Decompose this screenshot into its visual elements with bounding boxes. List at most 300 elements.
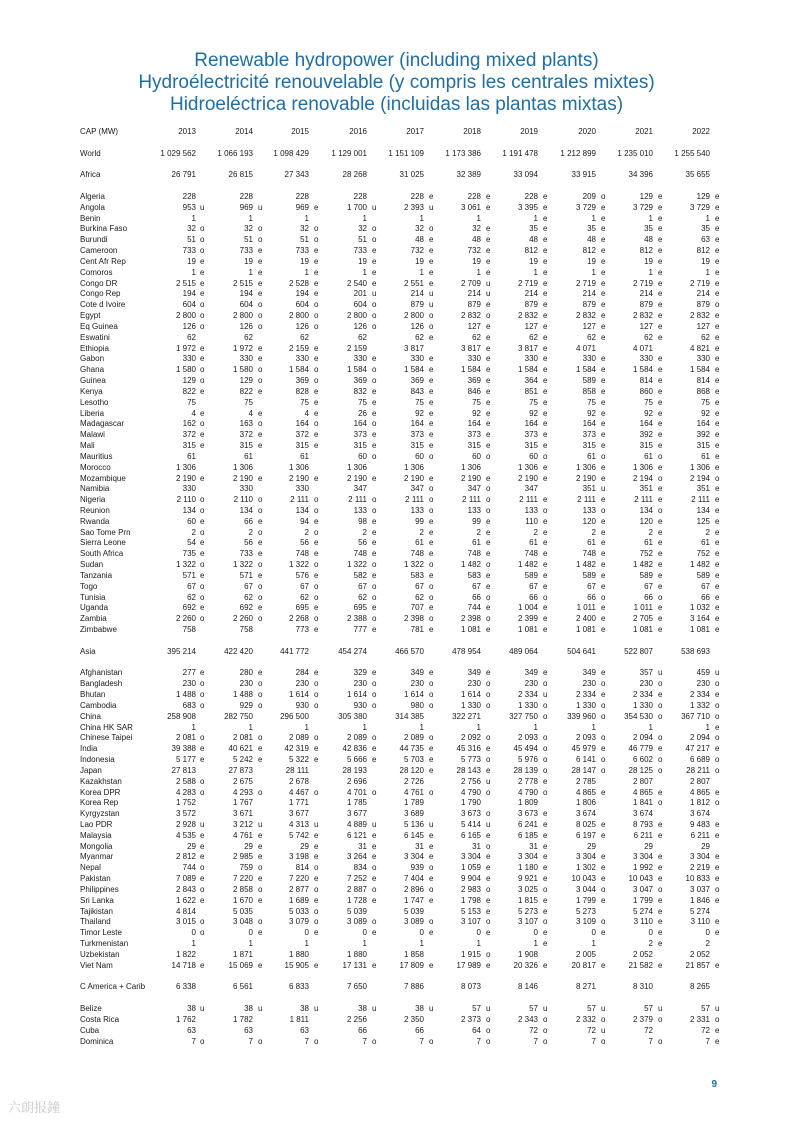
table-row [80,1036,720,1048]
cell-flag: o [601,765,606,775]
cell-value: 315 [295,441,309,451]
cell-value: 2 812 [175,852,196,862]
cell-flag: o [429,311,434,321]
cell-flag: e [372,960,377,970]
cell-flag: e [314,841,319,851]
cell-flag: o [658,1036,663,1046]
table-row [80,647,712,658]
cell-value: 1 212 899 [560,148,596,158]
cell-value: 1 306 [403,462,424,472]
cell-value: 57 [472,1004,481,1014]
cell-value: 32 [415,224,424,234]
cell-flag: o [543,1036,548,1046]
cell-value: 2 111 [348,495,367,505]
cell-value: 163 [239,419,253,429]
cell-flag: e [314,202,319,212]
cell-value: 44 735 [399,744,424,754]
cell-flag: u [429,300,434,310]
cell-value: 3 015 [175,917,196,927]
cell-flag: e [715,397,720,407]
cell-value: 1 173 386 [445,148,481,158]
cell-flag: o [372,863,377,873]
cell-flag: e [658,863,663,873]
cell-flag: o [314,419,319,429]
cell-flag: o [486,505,491,515]
cell-value: 2 832 [460,311,481,321]
cell-flag: o [543,765,548,775]
cell-value: 373 [582,430,596,440]
cell-flag: e [715,614,720,624]
cell-flag: e [658,430,663,440]
cell-value: 1 908 [517,949,538,959]
cell-flag: e [486,570,491,580]
cell-value: 98 [358,516,367,526]
cell-flag: e [486,473,491,483]
cell-value: 17 989 [456,960,481,970]
cell-flag: e [486,928,491,938]
cell-value: 32 [472,224,481,234]
cell-flag: o [601,505,606,515]
cell-value: 2 709 [460,278,481,288]
watermark-logo: 六朗报鐘 [8,1100,61,1115]
cell-flag: o [601,755,606,765]
cell-value: 1 488 [175,690,196,700]
cell-flag: o [314,679,319,689]
cell-value: 1 081 [517,625,538,635]
cell-flag: o [658,473,663,483]
cell-value: 4 313 [288,820,309,829]
cell-value: 29 [701,841,710,851]
header-cell: 2017 [406,127,424,136]
cell-flag: e [601,928,606,938]
cell-value: 748 [467,549,481,559]
cell-value: 2 081 [175,733,196,743]
row-label: World [80,148,101,158]
table-row [80,451,720,463]
cell-flag: o [543,787,548,797]
cell-value: 2 [705,939,710,949]
cell-flag: e [200,267,205,277]
cell-flag: e [543,256,548,266]
cell-flag: u [658,668,663,678]
cell-flag: e [658,321,663,331]
cell-value: 2 190 [175,473,196,483]
cell-value: 214 [582,289,596,299]
cell-flag: u [429,289,434,299]
cell-flag: e [314,430,319,440]
cell-flag: o [715,300,720,310]
cell-value: 349 [467,668,481,678]
cell-flag: e [543,581,548,591]
cell-flag: e [429,473,434,483]
cell-value: 828 [295,386,309,396]
cell-flag: u [200,820,205,829]
cell-value: 695 [353,603,367,613]
cell-value: 930 [353,700,367,710]
cell-value: 1 822 [175,949,196,959]
cell-flag: e [715,386,720,396]
cell-value: 230 [353,679,367,689]
cell-value: 6 211 [690,830,710,840]
cell-flag: e [601,581,606,591]
table-row [80,527,720,539]
cell-flag: e [200,441,205,451]
cell-flag: e [543,570,548,580]
cell-value: 3 677 [288,809,309,819]
cell-flag: e [715,690,720,700]
cell-value: 322 271 [452,711,481,721]
row-label: Sierra Leone [80,538,126,548]
cell-flag: o [200,776,205,786]
cell-flag: e [314,397,319,407]
cell-flag: e [314,267,319,277]
cell-value: 1 584 [288,365,309,375]
cell-value: 127 [467,321,481,331]
cell-value: 1 614 [403,690,424,700]
cell-value: 1 306 [346,462,367,472]
table-row [80,538,720,549]
cell-flag: e [715,592,720,602]
cell-flag: e [658,311,663,321]
cell-value: 1 809 [517,798,538,808]
cell-flag: e [658,570,663,580]
row-label: Eq Guinea [80,321,118,331]
cell-value: 758 [182,625,196,635]
cell-flag: o [658,505,663,515]
row-label: Liberia [80,408,105,418]
cell-flag: o [715,473,720,483]
cell-value: 42 836 [342,744,367,754]
cell-flag: e [601,863,606,873]
cell-value: 9 921 [517,874,538,884]
cell-flag: o [258,700,263,710]
cell-value: 589 [524,570,538,580]
cell-flag: o [258,733,263,743]
cell-value: 32 [244,224,253,234]
cell-flag: e [543,928,548,938]
cell-value: 126 [182,321,196,331]
cell-flag: o [658,1014,663,1024]
cell-flag: e [658,581,663,591]
cell-flag: o [429,505,434,515]
cell-value: 284 [295,668,309,678]
cell-value: 1 306 [232,462,253,472]
cell-flag: e [543,365,548,375]
cell-value: 61 [644,538,653,548]
cell-value: 2 [419,527,424,537]
cell-flag: o [314,787,319,797]
cell-flag: e [429,267,434,277]
cell-flag: e [658,462,663,472]
cell-value: 75 [415,397,424,407]
table-row [80,191,720,203]
row-label: Costa Rica [80,1014,120,1024]
cell-value: 20 817 [571,960,596,970]
cell-value: 1 [705,213,710,223]
cell-flag: e [486,625,491,635]
cell-flag: e [200,830,205,840]
cell-value: 2 887 [346,884,367,894]
cell-value: 354 530 [624,711,653,721]
table-row [80,592,720,604]
cell-flag: u [486,776,491,786]
cell-flag: e [658,267,663,277]
cell-flag: e [715,354,720,364]
cell-value: 1 332 [689,700,710,710]
cell-flag: o [543,733,548,743]
cell-flag: e [543,895,548,905]
cell-flag: u [486,1004,491,1014]
cell-value: 1 799 [575,895,596,905]
cell-value: 2 190 [288,473,309,483]
cell-flag: o [486,495,491,505]
cell-flag: o [200,928,205,938]
cell-flag: e [429,603,434,613]
cell-value: 315 [353,441,367,451]
cell-flag: e [715,830,720,840]
cell-value: 6 121 [346,830,367,840]
cell-value: 120 [582,516,596,526]
cell-value: 367 710 [681,711,710,721]
cell-value: 99 [415,516,424,526]
cell-value: 583 [410,570,424,580]
cell-value: 228 [467,191,481,201]
cell-value: 4 790 [460,787,481,797]
cell-value: 315 [524,441,538,451]
cell-value: 1 972 [175,343,196,353]
cell-value: 2 983 [460,884,481,894]
cell-flag: e [601,495,606,505]
cell-value: 32 [358,224,367,234]
cell-value: 29 [300,841,309,851]
cell-value: 66 [587,592,596,602]
cell-flag: e [715,191,720,201]
cell-value: 330 [524,354,538,364]
cell-value: 47 217 [685,744,710,754]
cell-value: 62 [358,332,367,342]
cell-value: 858 [582,386,596,396]
cell-value: 2 807 [632,776,653,786]
cell-value: 26 [358,408,367,418]
row-label: Burundi [80,235,108,245]
table-row [80,256,720,268]
cell-value: 21 582 [628,960,653,970]
cell-flag: e [200,852,205,862]
cell-flag: e [372,668,377,678]
cell-flag: e [601,224,606,234]
cell-flag: o [486,884,491,894]
cell-flag: u [429,820,434,829]
cell-value: 1 [648,722,653,732]
cell-value: 369 [467,376,481,386]
cell-flag: o [258,235,263,245]
row-label: Tunisia [80,592,106,602]
cell-value: 63 [701,235,710,245]
cell-flag: e [715,311,720,321]
cell-flag: e [715,787,720,797]
cell-value: 1 [476,939,481,949]
cell-value: 4 293 [232,787,253,797]
cell-flag: e [486,538,491,548]
cell-flag: o [429,484,434,494]
cell-flag: e [715,224,720,234]
cell-value: 46 779 [628,744,653,754]
table-row [80,332,720,344]
cell-value: 1 [191,939,196,949]
cell-flag: e [372,755,377,765]
cell-value: 5 035 [232,906,253,916]
cell-value: 4 [248,408,253,418]
cell-value: 2 719 [517,278,538,288]
cell-flag: e [715,516,720,526]
cell-value: 2 089 [288,733,309,743]
cell-value: 758 [239,625,253,635]
cell-value: 2 515 [232,278,253,288]
cell-flag: e [314,354,319,364]
cell-value: 1 789 [403,798,424,808]
row-label: China [80,711,101,721]
cell-flag: e [486,549,491,559]
table-row [80,441,720,452]
cell-flag: e [543,278,548,288]
cell-flag: o [372,679,377,689]
cell-value: 1 846 [689,895,710,905]
cell-value: 129 [182,376,196,386]
cell-value: 2 832 [575,311,596,321]
cell-value: 164 [467,419,481,429]
cell-flag: o [486,949,491,959]
cell-value: 953 [182,202,196,212]
cell-flag: e [314,441,319,451]
cell-flag: e [372,267,377,277]
cell-flag: o [372,787,377,797]
cell-value: 330 [182,354,196,364]
cell-value: 19 [644,256,653,266]
cell-value: 3 674 [632,809,653,819]
cell-flag: e [601,332,606,342]
cell-flag: e [658,906,663,916]
cell-value: 7 [476,1036,481,1046]
cell-flag: e [601,820,606,829]
cell-value: 7 [419,1036,424,1046]
cell-flag: o [486,451,491,461]
cell-value: 733 [353,246,367,256]
cell-value: 32 389 [456,170,481,180]
cell-value: 2 726 [403,776,424,786]
cell-flag: o [658,798,663,808]
cell-flag: o [200,1036,205,1046]
cell-value: 134 [295,505,309,515]
cell-flag: e [429,765,434,775]
cell-value: 38 [244,1004,253,1014]
table-row [80,917,720,928]
cell-value: 1 762 [175,1014,196,1024]
cell-value: 230 [696,679,710,689]
row-label: Africa [80,170,101,180]
cell-flag: u [715,668,720,678]
cell-flag: o [258,884,263,894]
cell-value: 8 073 [460,982,481,992]
cell-flag: e [601,419,606,429]
cell-value: 4 467 [288,787,309,797]
cell-value: 733 [182,246,196,256]
cell-value: 1 [248,267,253,277]
cell-value: 538 693 [681,646,710,656]
cell-flag: e [429,386,434,396]
row-label: Nigeria [80,495,106,505]
cell-value: 604 [182,300,196,310]
cell-value: 51 [187,235,196,245]
cell-flag: o [429,451,434,461]
cell-value: 2 052 [689,949,710,959]
cell-flag: e [372,256,377,266]
cell-flag: e [486,419,491,429]
cell-value: 1 580 [232,365,253,375]
cell-flag: e [258,570,263,580]
cell-flag: e [314,246,319,256]
cell-flag: e [715,852,720,862]
cell-value: 2 800 [346,311,367,321]
cell-flag: o [200,560,205,570]
cell-value: 930 [295,700,309,710]
cell-flag: e [715,419,720,429]
cell-flag: e [658,625,663,635]
cell-value: 66 [415,1025,424,1035]
cell-flag: o [372,224,377,234]
cell-flag: e [429,354,434,364]
cell-value: 2 194 [632,473,653,483]
cell-flag: o [258,592,263,602]
cell-value: 6 241 [517,820,538,829]
cell-value: 2 778 [517,776,538,786]
cell-value: 1 [705,722,710,732]
cell-value: 372 [239,430,253,440]
cell-value: 1 880 [288,949,309,959]
cell-value: 1 322 [232,560,253,570]
cell-flag: o [314,365,319,375]
cell-value: 6 561 [232,982,253,992]
cell-flag: e [200,408,205,418]
cell-flag: e [715,451,720,461]
cell-flag: e [258,246,263,256]
cell-value: 822 [182,386,196,396]
cell-flag: e [372,278,377,288]
cell-flag: e [429,246,434,256]
cell-value: 330 [353,354,367,364]
cell-value: 63 [244,1025,253,1035]
cell-flag: o [314,863,319,873]
cell-value: 2 111 [462,495,481,505]
cell-value: 21 857 [685,960,710,970]
cell-flag: e [200,386,205,396]
cell-value: 2 551 [403,278,424,288]
table-row [80,1025,720,1037]
cell-value: 228 [295,191,309,201]
cell-flag: e [429,570,434,580]
cell-flag: e [658,928,663,938]
cell-value: 209 [582,191,596,201]
table-row [80,874,720,885]
cell-value: 9 483 [689,820,710,829]
cell-value: 129 [639,191,653,201]
cell-value: 1 255 540 [674,148,710,158]
cell-value: 51 [300,235,309,245]
cell-value: 2 400 [575,614,596,624]
cell-flag: e [601,278,606,288]
cell-flag: e [486,863,491,873]
cell-value: 4 814 [175,906,196,916]
cell-value: 395 214 [167,646,196,656]
